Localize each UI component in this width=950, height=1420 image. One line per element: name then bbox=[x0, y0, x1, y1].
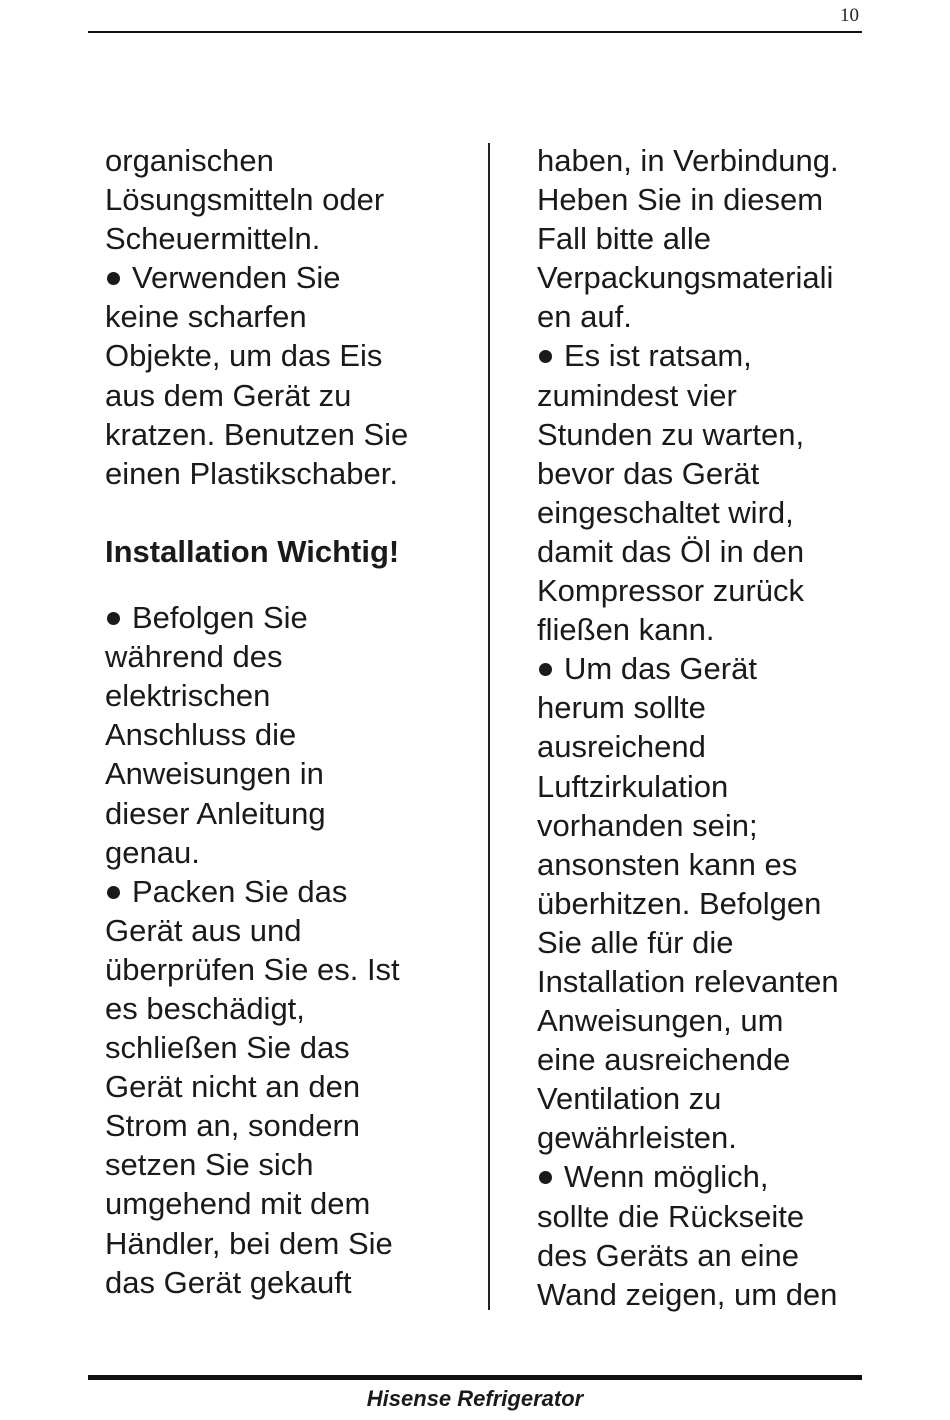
text-line: zumindest vier bbox=[537, 377, 737, 413]
text-line: gewährleisten. bbox=[537, 1120, 737, 1156]
text-line: eingeschaltet wird, bbox=[537, 494, 794, 530]
text-line: ausreichend bbox=[537, 729, 706, 765]
bullet-icon bbox=[539, 1171, 552, 1184]
bullet-item-air-circulation bbox=[537, 649, 877, 1157]
text-line: schließen Sie das bbox=[105, 1030, 350, 1066]
bullet-item-wall-placement bbox=[537, 1157, 877, 1313]
text-line: Gerät nicht an den bbox=[105, 1069, 361, 1105]
text-line: es beschädigt, bbox=[105, 990, 305, 1026]
text-line: Wand zeigen, um den bbox=[537, 1276, 838, 1312]
text-line: damit das Öl in den bbox=[537, 533, 805, 569]
text-line: bevor das Gerät bbox=[537, 455, 760, 491]
section-heading: Installation Wichtig! bbox=[105, 533, 400, 569]
text-line: Heben Sie in diesem bbox=[537, 182, 824, 218]
text-line: Um das Gerät bbox=[564, 651, 757, 687]
text-line: Befolgen Sie bbox=[132, 600, 308, 636]
text-line: genau. bbox=[105, 834, 200, 870]
text-line: Anweisungen in bbox=[105, 756, 324, 792]
text-line: Objekte, um das Eis bbox=[105, 338, 383, 374]
text-line: Gerät aus und bbox=[105, 912, 302, 948]
paragraph-packaging bbox=[537, 141, 877, 336]
text-line: Lösungsmitteln oder bbox=[105, 182, 385, 218]
text-line: Anschluss die bbox=[105, 717, 297, 753]
text-line: en auf. bbox=[537, 299, 632, 335]
text-line: kratzen. Benutzen Sie bbox=[105, 416, 409, 452]
column-divider bbox=[488, 143, 490, 1310]
text-line: Strom an, sondern bbox=[105, 1108, 361, 1144]
text-line: herum sollte bbox=[537, 690, 706, 726]
text-line: eine ausreichende bbox=[537, 1042, 791, 1078]
text-line: sollte die Rückseite bbox=[537, 1198, 805, 1234]
text-line: haben, in Verbindung. bbox=[537, 143, 839, 178]
text-line: organischen bbox=[105, 143, 274, 178]
text-line: Sie alle für die bbox=[537, 924, 734, 960]
bullet-item-wait-hours bbox=[537, 336, 877, 649]
text-line: Fall bitte alle bbox=[537, 221, 712, 257]
text-line: ansonsten kann es bbox=[537, 846, 798, 882]
text-line: überhitzen. Befolgen bbox=[537, 885, 822, 921]
text-line: Verwenden Sie bbox=[132, 260, 341, 296]
text-line: setzen Sie sich bbox=[105, 1147, 314, 1183]
bullet-item-electrical-instructions bbox=[105, 598, 465, 872]
text-line: fließen kann. bbox=[537, 612, 715, 648]
text-line: während des bbox=[105, 639, 283, 675]
text-line: das Gerät gekauft bbox=[105, 1264, 352, 1300]
text-line: Verpackungsmateriali bbox=[537, 260, 834, 296]
bullet-item-unpack bbox=[105, 872, 465, 1302]
header-rule bbox=[88, 31, 862, 33]
page-number: 10 bbox=[840, 5, 859, 26]
text-line: Installation relevanten bbox=[537, 963, 839, 999]
bullet-icon bbox=[107, 612, 120, 625]
text-line: einen Plastikschaber. bbox=[105, 455, 398, 491]
text-line: umgehend mit dem bbox=[105, 1186, 371, 1222]
text-line: überprüfen Sie es. Ist bbox=[105, 951, 400, 987]
bullet-icon bbox=[107, 272, 120, 285]
text-line: Scheuermitteln. bbox=[105, 221, 321, 257]
text-line: des Geräts an eine bbox=[537, 1237, 799, 1273]
text-line: Händler, bei dem Sie bbox=[105, 1225, 393, 1261]
text-line: Es ist ratsam, bbox=[564, 338, 752, 374]
text-line: dieser Anleitung bbox=[105, 795, 326, 831]
text-line: aus dem Gerät zu bbox=[105, 377, 352, 413]
left-column bbox=[105, 141, 465, 1302]
bullet-icon bbox=[539, 350, 552, 363]
text-line: Luftzirkulation bbox=[537, 768, 729, 804]
text-line: keine scharfen bbox=[105, 299, 307, 335]
bullet-icon bbox=[107, 886, 120, 899]
right-column bbox=[537, 141, 877, 1314]
text-line: Ventilation zu bbox=[537, 1081, 722, 1117]
bullet-icon bbox=[539, 663, 552, 676]
text-line: Anweisungen, um bbox=[537, 1003, 784, 1039]
text-line: Stunden zu warten, bbox=[537, 416, 805, 452]
bullet-item-sharp-objects bbox=[105, 258, 465, 493]
footer-brand: Hisense Refrigerator bbox=[366, 1386, 584, 1411]
text-line: elektrischen bbox=[105, 678, 271, 714]
text-line: Kompressor zurück bbox=[537, 573, 805, 609]
footer-rule bbox=[88, 1375, 862, 1380]
paragraph-cleaning-agents bbox=[105, 141, 465, 258]
text-line: vorhanden sein; bbox=[537, 807, 758, 843]
text-line: Wenn möglich, bbox=[564, 1159, 769, 1195]
text-line: Packen Sie das bbox=[132, 873, 348, 909]
